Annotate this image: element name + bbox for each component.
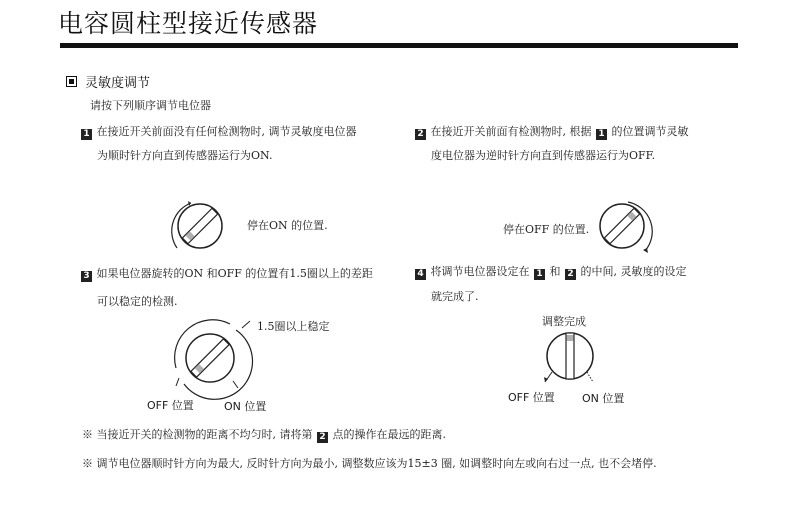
step-number-badge: 1	[81, 129, 92, 140]
note-text: ※ 当接近开关的检测物的距离不均匀时, 请将第	[82, 428, 313, 441]
step-4-line1	[414, 265, 687, 280]
note-2: ※ 调节电位器顺时针方向为最大, 反时针方向为最小, 调整数应该为15±3 圈, 如调整时向左或向右过一点, 也不会堵停.	[82, 457, 657, 470]
step-text: 的中间, 灵敏度的设定	[580, 265, 687, 278]
step-ref-badge: 1	[534, 269, 545, 280]
fig4-off-label: OFF 位置	[508, 391, 555, 404]
step-3-line2: 可以稳定的检测.	[97, 295, 178, 308]
square-bullet-icon	[66, 76, 77, 87]
note-text: 点的操作在最远的距离.	[332, 428, 446, 441]
step-text: 在接近开关前面有检测物时, 根据	[430, 125, 592, 138]
fig4-label: 调整完成	[542, 315, 586, 328]
title-rule	[60, 43, 738, 48]
step-1-line1	[80, 125, 357, 140]
fig1-label: 停在ON 的位置.	[247, 219, 328, 232]
fig3-off-label: OFF 位置	[147, 399, 194, 412]
step-number-badge: 4	[415, 269, 426, 280]
potentiometer-complete-diagram	[536, 328, 606, 386]
step-3-line1	[80, 267, 373, 282]
potentiometer-on-diagram	[165, 196, 245, 266]
section-title: 灵敏度调节	[85, 76, 151, 91]
step-ref-badge: 2	[565, 269, 576, 280]
step-text: 和	[549, 265, 561, 278]
step-text: 在接近开关前面没有任何检测物时, 调节灵敏度电位器	[96, 125, 357, 138]
fig3-label: 1.5圈以上稳定	[257, 320, 330, 333]
potentiometer-off-diagram	[590, 196, 670, 266]
step-2-line1	[414, 125, 689, 140]
note-1	[82, 428, 446, 443]
step-4-line2: 就完成了.	[431, 290, 479, 303]
page-title: 电容圆柱型接近传感器	[58, 9, 319, 38]
step-number-badge: 3	[81, 271, 92, 282]
step-number-badge: 2	[415, 129, 426, 140]
potentiometer-range-diagram	[170, 318, 270, 393]
fig3-on-label: ON 位置	[224, 400, 267, 413]
step-1-line2: 为顺时针方向直到传感器运行为ON.	[97, 149, 273, 162]
step-text: 的位置调节灵敏	[611, 125, 689, 138]
section-intro: 请按下列顺序调节电位器	[90, 99, 211, 112]
step-2-line2: 度电位器为逆时针方向直到传感器运行为OFF.	[431, 149, 656, 162]
fig2-label: 停在OFF 的位置.	[503, 223, 590, 236]
step-ref-badge: 1	[596, 129, 607, 140]
step-text: 将调节电位器设定在	[430, 265, 530, 278]
step-text: 如果电位器旋转的ON 和OFF 的位置有1.5圈以上的差距	[96, 267, 373, 280]
fig4-on-label: ON 位置	[582, 392, 625, 405]
step-ref-badge: 2	[317, 432, 328, 443]
section-header	[66, 72, 150, 91]
